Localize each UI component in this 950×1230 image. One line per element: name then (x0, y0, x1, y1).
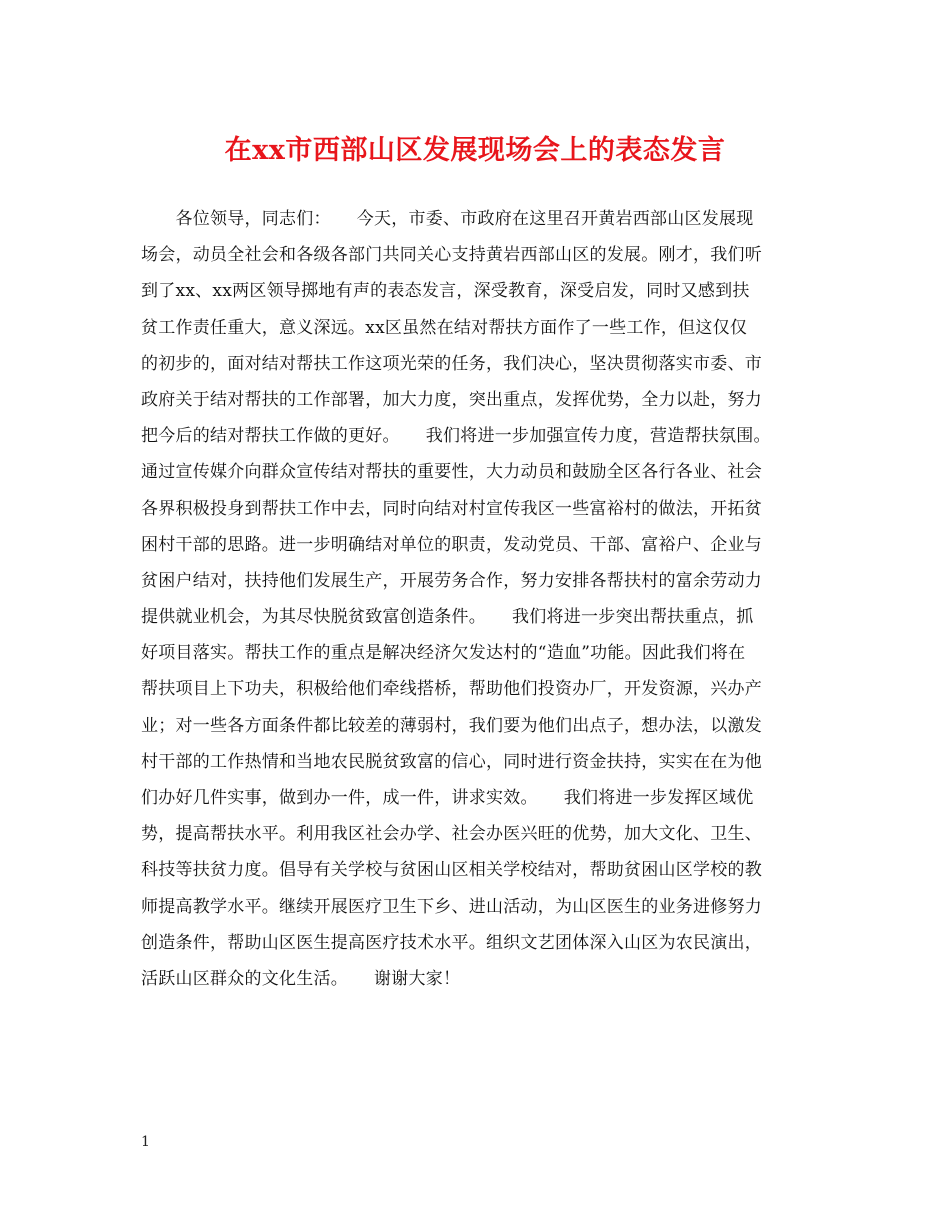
body-line: 的初步的，面对结对帮扶工作这项光荣的任务，我们决心，坚决贯彻落实市委、市 (141, 353, 762, 374)
body-line: 活跃山区群众的文化生活。 谢谢大家！ (141, 968, 461, 989)
body-line: 政府关于结对帮扶的工作部署，加大力度，突出重点，发挥优势，全力以赴，努力 (141, 389, 762, 410)
body-line: 贫工作责任重大，意义深远。xx区虽然在结对帮扶方面作了一些工作，但这仅仅 (141, 317, 748, 338)
body-line: 势，提高帮扶水平。利用我区社会办学、社会办医兴旺的优势，加大文化、卫生、 (141, 824, 762, 845)
body-line: 科技等扶贫力度。倡导有关学校与贫困山区相关学校结对，帮助贫困山区学校的教 (141, 860, 762, 881)
page-number: 1 (141, 1134, 150, 1150)
body-line: 通过宣传媒介向群众宣传结对帮扶的重要性，大力动员和鼓励全区各行各业、社会 (141, 462, 762, 483)
document-body (141, 201, 821, 997)
document-title: 在xx市西部山区发展现场会上的表态发言 (224, 135, 726, 166)
body-line: 场会，动员全社会和各级各部门共同关心支持黄岩西部山区的发展。刚才，我们听 (141, 245, 762, 266)
body-line: 困村干部的思路。进一步明确结对单位的职责，发动党员、干部、富裕户、企业与 (141, 534, 762, 555)
body-line: 们办好几件实事，做到办一件，成一件，讲求实效。 我们将进一步发挥区域优 (141, 788, 754, 808)
body-line: 好项目落实。帮扶工作的重点是解决经济欠发达村的“造血”功能。因此我们将在 (141, 643, 746, 664)
body-line: 到了xx、xx两区领导掷地有声的表态发言，深受教育，深受启发，同时又感到扶 (141, 281, 750, 302)
body-line: 业；对一些各方面条件都比较差的薄弱村，我们要为他们出点子，想办法，以激发 (141, 715, 762, 736)
body-line: 师提高教学水平。继续开展医疗卫生下乡、进山活动，为山区医生的业务进修努力 (141, 896, 762, 917)
body-line: 把今后的结对帮扶工作做的更好。 我们将进一步加强宣传力度，营造帮扶氛围。 (141, 426, 771, 447)
body-line: 帮扶项目上下功夫，积极给他们牵线搭桥，帮助他们投资办厂，开发资源，兴办产 (141, 679, 762, 700)
body-line: 各界积极投身到帮扶工作中去，同时向结对村宣传我区一些富裕村的做法，开拓贫 (141, 498, 762, 519)
body-line: 提供就业机会，为其尽快脱贫致富创造条件。 我们将进一步突出帮扶重点，抓 (141, 607, 754, 628)
body-line: 创造条件，帮助山区医生提高医疗技术水平。组织文艺团体深入山区为农民演出， (141, 932, 762, 953)
body-line: 村干部的工作热情和当地农民脱贫致富的信心，同时进行资金扶持，实实在在为他 (141, 751, 762, 772)
body-line: 贫困户结对，扶持他们发展生产，开展劳务合作，努力安排各帮扶村的富余劳动力 (141, 570, 762, 591)
body-line: 各位领导，同志们： 今天，市委、市政府在这里召开黄岩西部山区发展现 (141, 209, 754, 229)
